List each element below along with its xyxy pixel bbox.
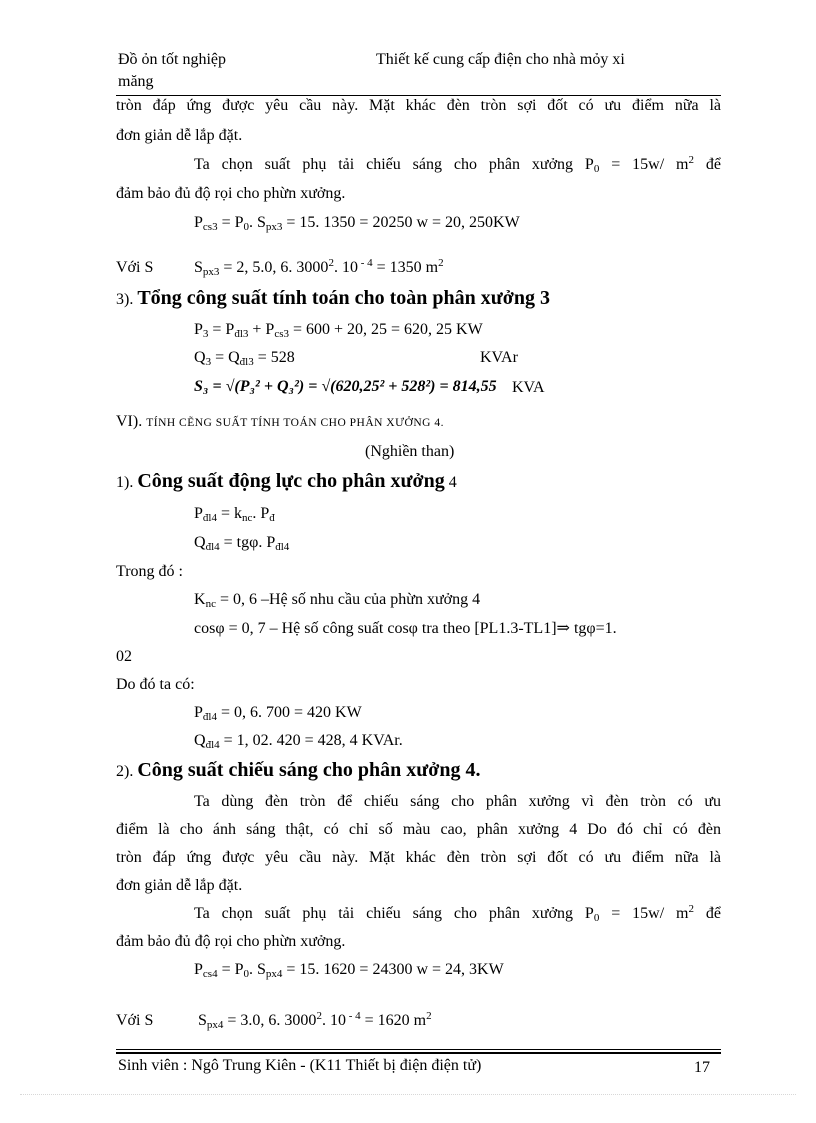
trong-do: Trong đó : [116,563,183,580]
footer-page-number: 17 [694,1059,710,1076]
header-left: Đồ ỏn tốt nghiệp [118,51,226,68]
header-center: Thiết kế cung cấp điện cho nhà mỏy xi [376,51,625,68]
section-3-heading: 3). Tổng công suất tính toán cho toàn phân xưởng 3 [116,287,550,309]
section-6-1-heading: 1). Công suất động lực cho phân xưởng 4 [116,470,457,492]
p1-line3: Ta chọn suất phụ tải chiếu sáng cho phân xưởng $P_0 = 15w/$ $m^2$ để [194,154,721,175]
footer-rule-bottom [116,1052,721,1054]
p2-line2: điểm là cho ánh sáng thật, có chỉ số màu cao, phân xưởng 4 Do đó chỉ có đèn [116,821,721,838]
p2-line4: đơn giản dễ lắp đặt. [116,877,243,894]
p1-line4: đảm bảo đủ độ rọi cho phừn xưởng. [116,185,346,202]
p1-line1: tròn đáp ứng được yêu cầu này. Mặt khác đèn tròn sợi đốt có ưu điểm nữa là [116,97,721,114]
formula-spx4-label: Với S [116,1012,154,1029]
formula-spx4: $S_{px4} = 3.0$, 6. 3000$^2$. 10 $^{- 4}$ = 1620 $m^2$ [198,1010,432,1031]
formula-qdl4-value: $Q_{đl4} = 1$, 02. 420 = 428, 4 KVAr. [194,732,403,751]
p2-line3: tròn đáp ứng được yêu cầu này. Mặt khác đèn tròn sợi đốt có ưu điểm nữa là [116,849,721,866]
formula-s3: S₃ = √(P₃² + Q₃²) = √(620,25² + 528²) = 814,55 [194,378,497,395]
footer-student: Sinh viên : Ngô Trung Kiên - (K11 Thiết bị điện điện tử) [118,1057,482,1074]
header-wrap: măng [118,73,154,90]
p1-line2: đơn giản dễ lắp đặt. [116,127,243,144]
formula-spx3: $S_{px3} = 2$, 5.0, 6. 3000$^2$. 10 $^{- 4}$ = 1350 $m^2$ [194,257,444,278]
formula-qdl4: $Q_{đl4} = tg\varphi$. $P_{đl4}$ [194,534,290,553]
footer-rule-top [116,1049,721,1050]
formula-s3-unit: KVA [512,379,545,396]
do-do: Do đó ta có: [116,676,195,693]
cos-line: cosφ = 0, 7 – Hệ số công suất cosφ tra theo [PL1.3-TL1]⇒ tgφ=1. [194,620,617,637]
formula-q3: $Q_3 = Q_{đl3} = 528$ [194,349,295,368]
section-6-2-heading: 2). Công suất chiếu sáng cho phân xưởng 4. [116,759,481,781]
formula-pcs4: $P_{cs4} = P_0$. $S_{px4} = 15$. 1620 = 24300 w = 24, 3KW [194,961,504,980]
p2-line5: Ta chọn suất phụ tải chiếu sáng cho phân xưởng $P_0 = 15w/$ $m^2$ để [194,903,721,924]
formula-q3-unit: KVAr [480,349,518,366]
p2-line1: Ta dùng đèn tròn để chiếu sáng cho phân xưởng vì đèn tròn có ưu [194,793,721,810]
section-6-subtitle: (Nghiền than) [365,443,455,460]
cos-line-wrap: 02 [116,648,132,665]
formula-p3: $P_3 = P_{đl3} + P_{cs3} = 600 + 20$, 25 = 620, 25 KW [194,321,483,340]
p2-line6: đảm bảo đủ độ rọi cho phừn xưởng. [116,933,346,950]
formula-pcs3: $P_{cs3} = P_0$. $S_{px3} = 15$. 1350 = 20250 w = 20, 250KW [194,214,520,233]
formula-pdl4: $P_{đl4} = k_{nc}$. $P_đ$ [194,505,275,524]
page-edge-dotted [20,1094,796,1095]
formula-spx3-label: Với S [116,259,154,276]
knc-line: $K_{nc} = 0$, 6 –Hệ số nhu cầu của phừn xưởng 4 [194,591,481,610]
section-6-heading: VI). TÍNH CẼNG SUẤT TÍNH TOÁN CHO PHÂN XƯỞNG 4. [116,413,444,430]
formula-pdl4-value: $P_{đl4} = 0$, 6. 700 = 420 KW [194,704,362,723]
